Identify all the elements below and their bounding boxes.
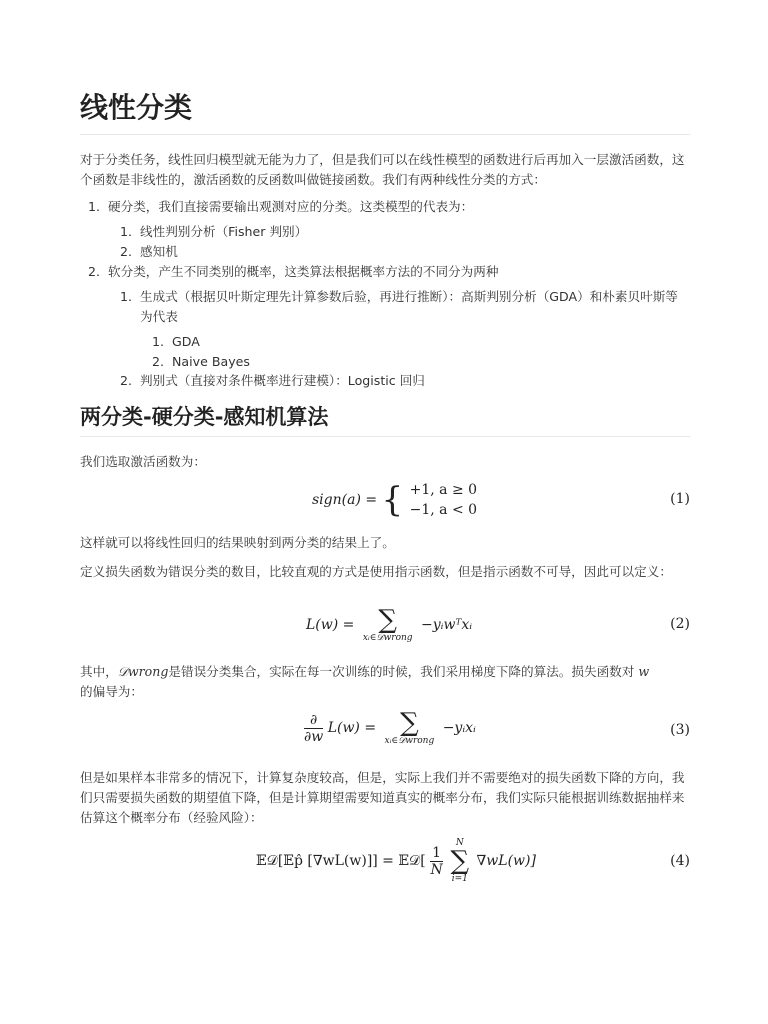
list-number: 2. xyxy=(119,244,132,259)
equation-1-case: +1, a ≥ 0 xyxy=(409,482,478,498)
sigma-icon: ∑ xyxy=(378,605,397,635)
list-item xyxy=(144,352,250,372)
equation-3-term: −yᵢxᵢ xyxy=(442,720,476,736)
where-prefix: 其中， xyxy=(80,664,118,679)
list-number: 2. xyxy=(151,354,164,369)
summation xyxy=(451,838,470,884)
wrong-set-symbol: 𝒟wrong xyxy=(117,664,169,679)
summation xyxy=(385,710,435,746)
where-middle: 是错误分类集合，实际在每一次训练的时候，我们采用梯度下降的算法。损失函数对 xyxy=(168,664,639,679)
equation-number: (3) xyxy=(670,722,690,738)
mapping-paragraph: 这样就可以将线性回归的结果映射到两分类的结果上了。 xyxy=(80,535,395,550)
equation-1-body xyxy=(312,480,477,520)
list-number: 1. xyxy=(119,224,132,239)
list-text: 感知机 xyxy=(140,244,178,259)
page-title: 线性分类 xyxy=(80,86,690,135)
where-paragraph xyxy=(80,662,690,702)
list-text: 软分类，产生不同类别的概率，这类算法根据概率方法的不同分为两种 xyxy=(108,264,499,279)
equation-2-lhs: L(w) = xyxy=(306,617,355,633)
equation-number: (1) xyxy=(670,491,690,507)
fraction-numerator: ∂ xyxy=(304,712,323,729)
summation xyxy=(363,607,413,643)
mean-fraction xyxy=(430,845,443,878)
list-text: 生成式（根据贝叶斯定理先计算参数后验，再进行推断）：高斯判别分析（GDA）和朴素贝叶斯等为代表 xyxy=(140,289,678,324)
equation-1-case: −1, a < 0 xyxy=(409,502,478,518)
list-number: 2. xyxy=(87,264,100,279)
list-text: 硬分类，我们直接需要输出观测对应的分类。这类模型的代表为： xyxy=(108,199,474,214)
partial-fraction xyxy=(304,712,323,745)
list-text: 判别式（直接对条件概率进行建模）：Logistic 回归 xyxy=(140,373,425,388)
equation-1-lhs: sign(a) = xyxy=(312,492,378,508)
fraction-denominator: N xyxy=(430,861,443,878)
list-text: GDA xyxy=(172,334,200,349)
sample-paragraph: 但是如果样本非常多的情况下，计算复杂度较高，但是，实际上我们并不需要绝对的损失函数下降的方向，我们只需要损失函数的期望值下降，但是计算期望需要知道真实的概率分布，我们实际只能根据训练数据抽样来估算这个概率分布（经验风险）： xyxy=(80,770,685,825)
sigma-icon: ∑ xyxy=(450,846,470,876)
summation-subscript: i=1 xyxy=(451,874,468,884)
summation-subscript: xᵢ∈𝒟wrong xyxy=(384,736,435,746)
list-item xyxy=(112,222,307,242)
list-item xyxy=(80,197,473,217)
list-text: 线性判别分析（Fisher 判别） xyxy=(140,224,308,239)
equation-1-cases xyxy=(410,480,477,520)
equation-4-body xyxy=(256,838,536,884)
left-brace-icon: { xyxy=(381,480,404,520)
where-line2: 的偏导为： xyxy=(80,684,143,699)
equation-3 xyxy=(80,710,690,756)
equation-number: (2) xyxy=(670,616,690,632)
fraction-denominator: ∂w xyxy=(304,728,324,745)
section-heading: 两分类-硬分类-感知机算法 xyxy=(80,399,690,437)
sigma-icon: ∑ xyxy=(400,708,419,738)
equation-2 xyxy=(80,607,690,653)
summation-subscript: xᵢ∈𝒟wrong xyxy=(362,633,413,643)
list-number: 1. xyxy=(119,289,132,304)
weight-variable: w xyxy=(638,664,650,679)
equation-3-lhs: L(w) = xyxy=(327,720,377,736)
list-item xyxy=(144,332,200,352)
list-number: 1. xyxy=(151,334,164,349)
list-item xyxy=(80,262,498,282)
equation-2-term: −yᵢwᵀxᵢ xyxy=(421,617,473,633)
equation-1 xyxy=(80,480,690,520)
equation-4 xyxy=(80,838,690,888)
summation-superscript: N xyxy=(455,838,464,848)
list-text: Naive Bayes xyxy=(172,354,250,369)
equation-4-term: ∇wL(w)] xyxy=(476,853,536,869)
equation-3-body xyxy=(304,710,476,746)
list-number: 1. xyxy=(87,199,100,214)
equation-2-body xyxy=(306,607,472,643)
list-number: 2. xyxy=(119,373,132,388)
activation-paragraph: 我们选取激活函数为： xyxy=(80,454,206,469)
equation-4-lhs: 𝔼𝒟[𝔼p̂ [∇wL(w)]] = 𝔼𝒟[ xyxy=(256,853,426,869)
list-item xyxy=(112,287,140,307)
list-item xyxy=(112,371,425,391)
list-item xyxy=(112,242,178,262)
intro-paragraph: 对于分类任务，线性回归模型就无能为力了，但是我们可以在线性模型的函数进行后再加入一层激活函数，这个函数是非线性的，激活函数的反函数叫做链接函数。我们有两种线性分类的方式： xyxy=(80,152,685,187)
fraction-numerator: 1 xyxy=(432,844,442,861)
equation-number: (4) xyxy=(670,853,690,869)
loss-paragraph: 定义损失函数为错误分类的数目，比较直观的方式是使用指示函数，但是指示函数不可导，因此可以定义： xyxy=(80,564,672,579)
